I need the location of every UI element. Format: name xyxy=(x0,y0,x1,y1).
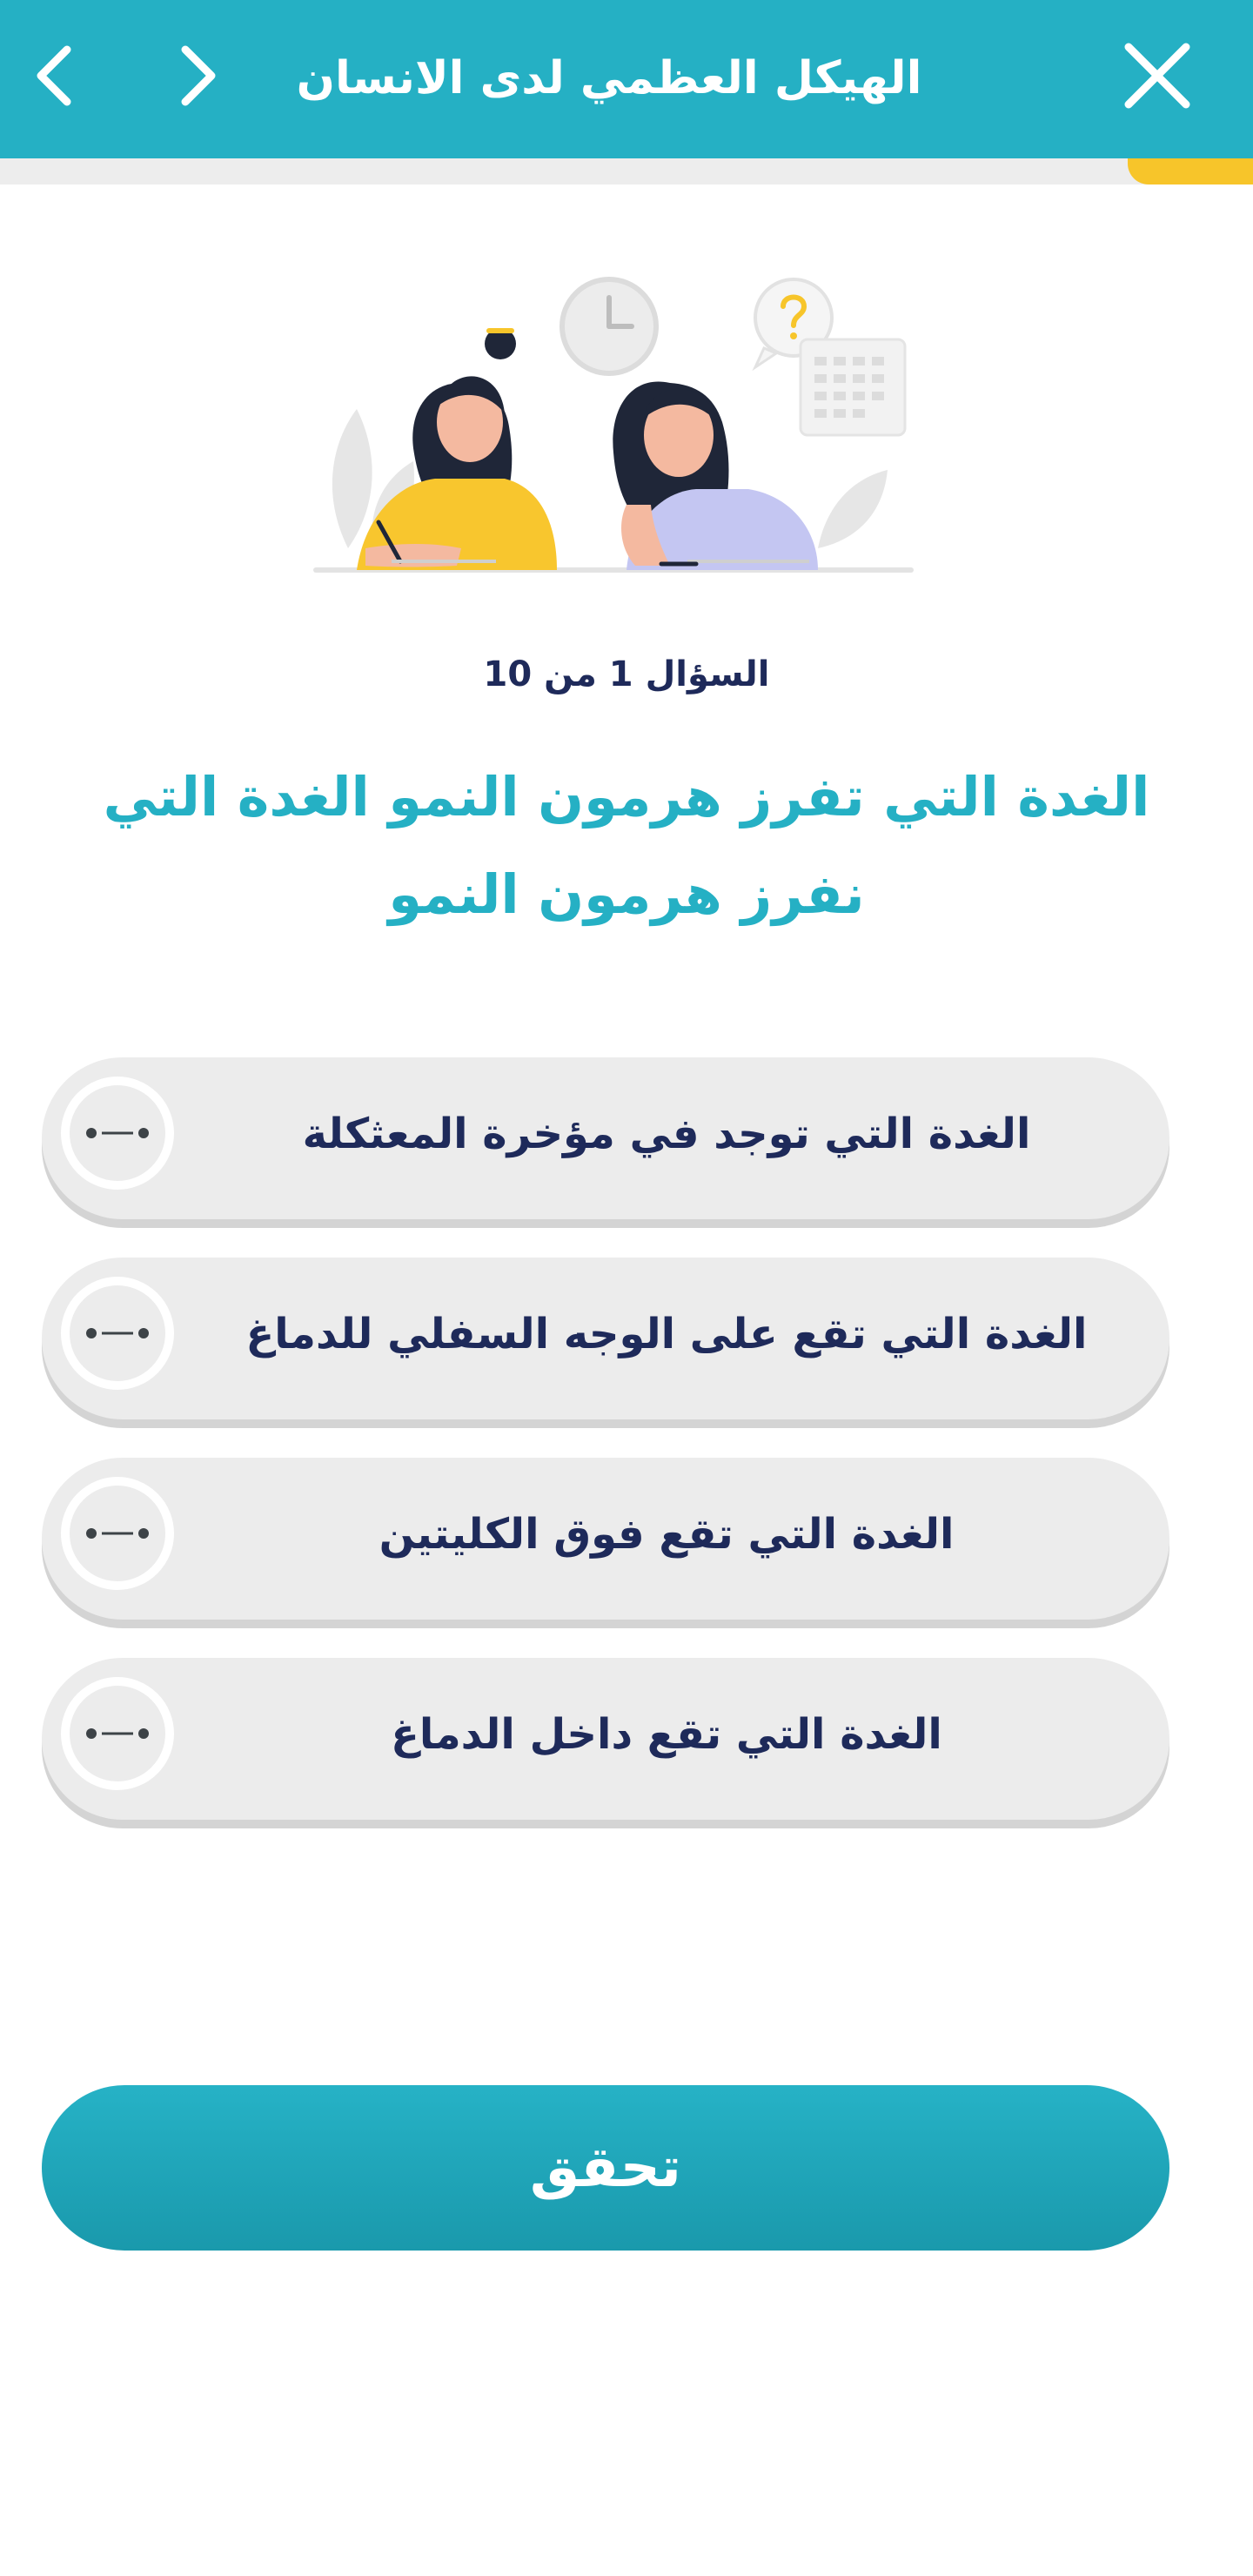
answer-option-label: الغدة التي تقع فوق الكليتين xyxy=(379,1510,955,1559)
answer-option-1[interactable] xyxy=(42,1057,1169,1219)
radio-dots-icon xyxy=(83,1124,152,1142)
answer-option-3[interactable] xyxy=(42,1458,1169,1620)
check-answer-button[interactable] xyxy=(42,2085,1169,2251)
forward-button[interactable] xyxy=(139,19,252,132)
radio-dots-icon xyxy=(83,1725,152,1742)
radio-dots-icon xyxy=(83,1525,152,1542)
chevron-right-icon xyxy=(161,41,231,111)
radio-dots-icon xyxy=(83,1325,152,1342)
radio-button[interactable] xyxy=(61,1077,174,1190)
calendar-icon xyxy=(801,339,905,435)
question-text: الغدة التي تفرز هرمون النمو الغدة التي نفرز هرمون النمو xyxy=(103,765,1150,926)
question-counter: السؤال 1 من 10 xyxy=(483,654,770,694)
radio-button[interactable] xyxy=(61,1677,174,1790)
back-button[interactable] xyxy=(0,19,113,132)
answer-option-2[interactable] xyxy=(42,1258,1169,1419)
student-yellow-figure xyxy=(357,328,557,570)
check-answer-label: تحقق xyxy=(530,2136,681,2200)
top-app-bar xyxy=(0,0,1253,158)
progress-bar-fill xyxy=(1128,158,1253,184)
student-lavender-figure xyxy=(613,381,818,570)
chevron-left-icon xyxy=(22,41,91,111)
radio-button[interactable] xyxy=(61,1277,174,1390)
students-studying-illustration xyxy=(296,261,957,609)
answer-option-label: الغدة التي تقع داخل الدماغ xyxy=(391,1710,942,1759)
radio-button[interactable] xyxy=(61,1477,174,1590)
close-icon xyxy=(1118,37,1196,115)
close-button[interactable] xyxy=(1101,19,1214,132)
answer-option-label: الغدة التي توجد في مؤخرة المعثكلة xyxy=(302,1110,1031,1158)
quiz-title: الهيكل العظمي لدى الانسان xyxy=(296,52,922,104)
answer-option-4[interactable] xyxy=(42,1658,1169,1820)
quiz-progress-bar xyxy=(0,158,1253,184)
answer-option-label: الغدة التي تقع على الوجه السفلي للدماغ xyxy=(245,1310,1088,1358)
clock-icon xyxy=(562,279,656,373)
answer-options xyxy=(42,1057,1169,1858)
